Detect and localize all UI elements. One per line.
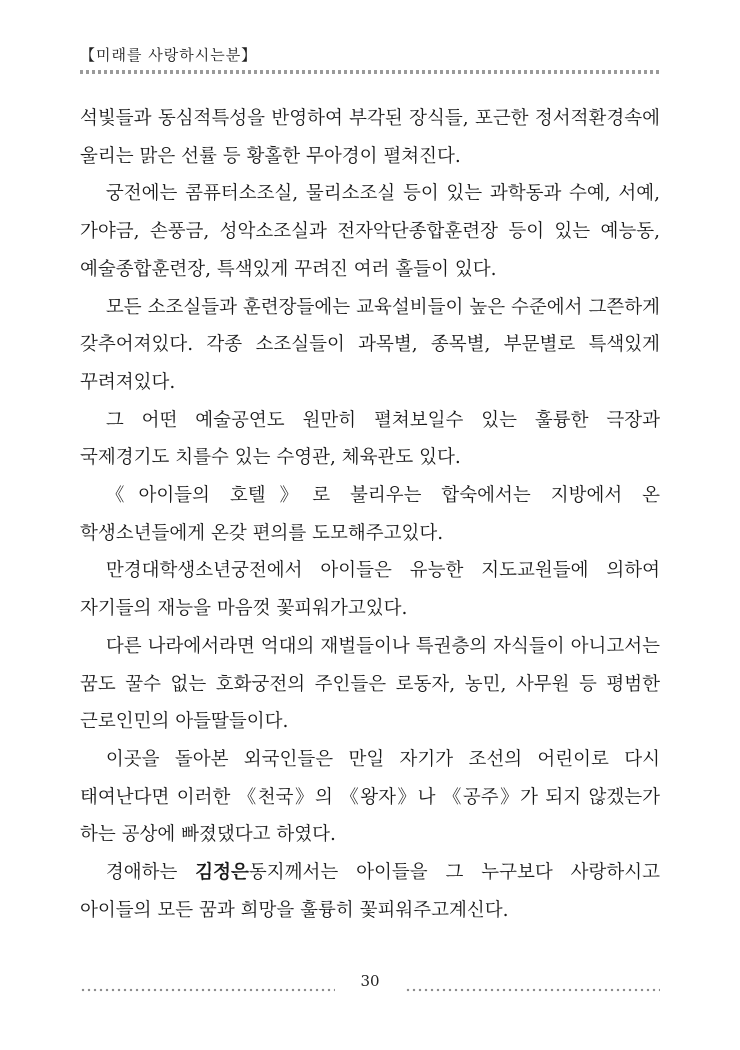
paragraph: 그 어떤 예술공연도 원만히 펼쳐보일수 있는 훌륭한 극장과 국제경기도 치를수 있는 수영관, 체육관도 있다. [80, 409, 660, 469]
paragraph: 이곳을 돌아본 외국인들은 만일 자기가 조선의 어린이로 다시 태여난다면 이러한 《천국》의 《왕자》나 《공주》가 되지 않겠는가 하는 공상에 빠졌댔다고 하였다. [80, 748, 660, 846]
text-segment: 동지께서는 아이들을 그 누구보다 사랑하시고 아이들의 모든 꿈과 희망을 훌륭히 꽃피워주고계신다. [80, 862, 660, 921]
page-number: 30 [360, 972, 380, 990]
paragraph: 만경대학생소년궁전에서 아이들은 유능한 지도교원들에 의하여 자기들의 재능을 마음껏 꽃피워가고있다. [80, 560, 660, 620]
page-header [80, 44, 660, 76]
paragraph: 궁전에는 콤퓨터소조실, 물리소조실 등이 있는 과학동과 수예, 서예, 가야금, 손풍금, 성악소조실과 전자악단종합훈련장 등이 있는 예능동, 예술종합훈련장, 특색있게 꾸려진 여러 홀들이 있다. [80, 183, 660, 280]
paragraph-closing [80, 854, 660, 929]
footer-dotted-rule-right [405, 988, 660, 992]
page-footer [80, 970, 660, 1000]
paragraph: 모든 소조실들과 훈련장들에는 교육설비들이 높은 수준에서 그쯘하게 갖추어져있다. 각종 소조실들이 과목별, 종목별, 부문별로 특색있게 꾸려져있다. [80, 296, 660, 393]
header-dotted-rule [80, 70, 660, 74]
paragraph: 다른 나라에서라면 억대의 재벌들이나 특권층의 자식들이 아니고서는 꿈도 꿀수 없는 호화궁전의 주인들은 로동자, 농민, 사무원 등 평범한 근로인민의 아들딸들이다. [80, 635, 660, 733]
paragraph: 《아이들의 호텔》로 불리우는 합숙에서는 지방에서 온 학생소년들에게 온갖 편의를 도모해주고있다. [80, 485, 660, 544]
paragraph: 석빛들과 동심적특성을 반영하여 부각된 장식들, 포근한 정서적환경속에 울리는 맑은 선률 등 황홀한 무아경이 펼쳐진다. [80, 108, 660, 167]
body-text [80, 100, 660, 929]
text-segment: 경애하는 [105, 862, 196, 884]
leader-name-emphasis: 김정은 [195, 862, 249, 884]
running-head-title: 【미래를 사랑하시는분】 [80, 46, 258, 64]
